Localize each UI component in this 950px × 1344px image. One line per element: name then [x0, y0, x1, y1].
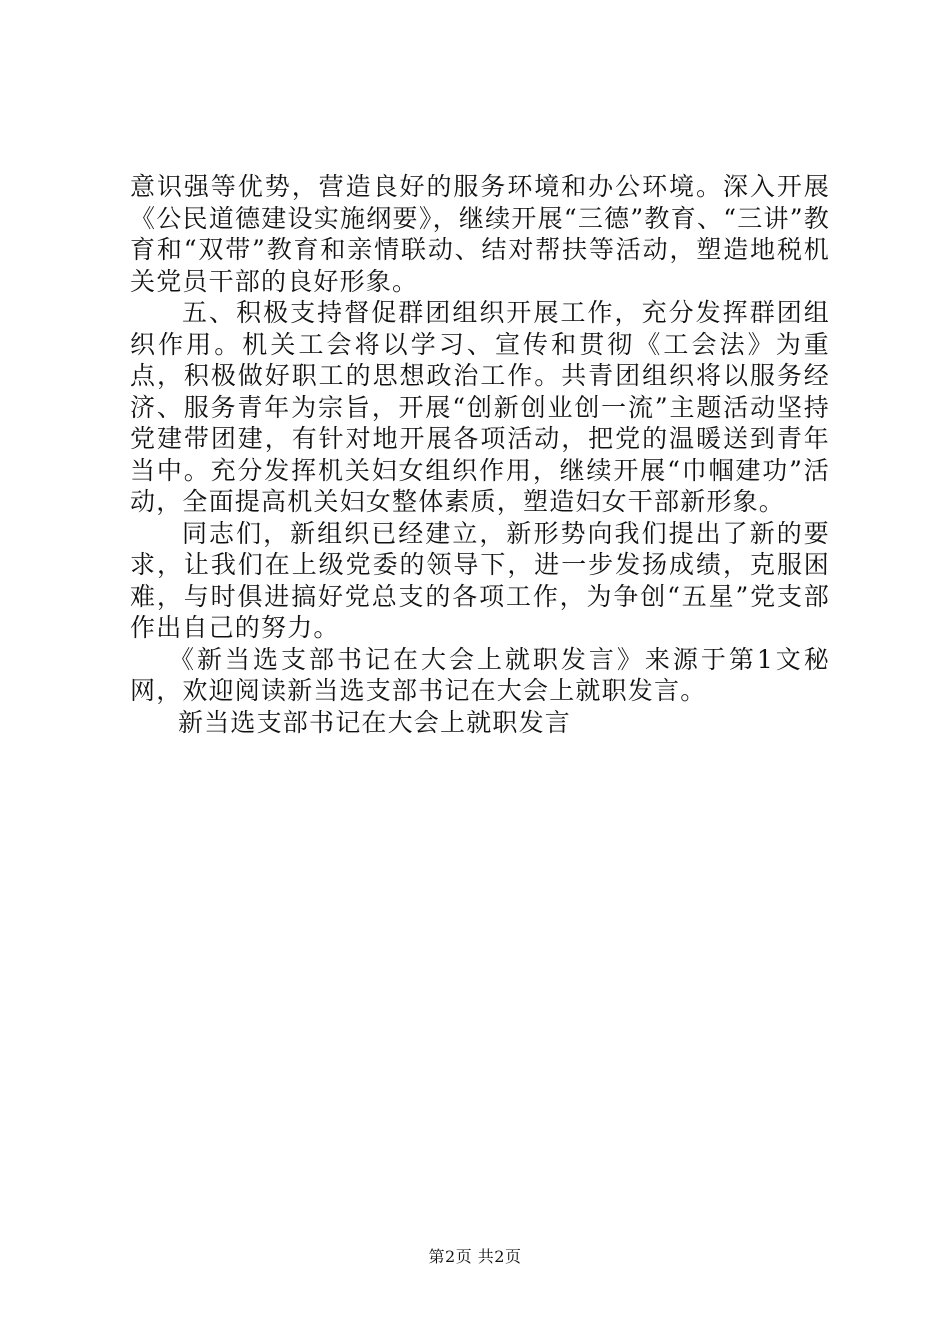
document-body [130, 171, 830, 738]
paragraph-point-five: 五、积极支持督促群团组织开展工作，充分发挥群团组织作用。机关工会将以学习、宣传和贯彻《工会法》为重点，积极做好职工的思想政治工作。共青团组织将以服务经济、服务青年为宗旨，开展“创新创业创一流”主题活动坚持党建带团建，有针对地开展各项活动，把党的温暖送到青年当中。充分发挥机关妇女组织作用，继续开展“巾帼建功”活动，全面提高机关妇女整体素质，塑造妇女干部新形象。 [130, 298, 830, 516]
trailing-title: 新当选支部书记在大会上就职发言 [178, 707, 572, 737]
paragraph-continuation: 意识强等优势，营造良好的服务环境和办公环境。深入开展《公民道德建设实施纲要》，继续开展“三德”教育、“三讲”教育和“双带”教育和亲情联动、结对帮扶等活动，塑造地税机关党员干部的良好形象。 [130, 172, 830, 296]
paragraph-source-note: 《新当选支部书记在大会上就职发言》来源于第1文秘网，欢迎阅读新当选支部书记在大会上就职发言。 [130, 644, 830, 705]
page-number-footer: 第2页 共2页 [428, 1247, 522, 1266]
paragraph-closing: 同志们，新组织已经建立，新形势向我们提出了新的要求，让我们在上级党委的领导下，进一步发扬成绩，克服困难，与时俱进搞好党总支的各项工作，为争创“五星”党支部作出自己的努力。 [130, 518, 830, 642]
